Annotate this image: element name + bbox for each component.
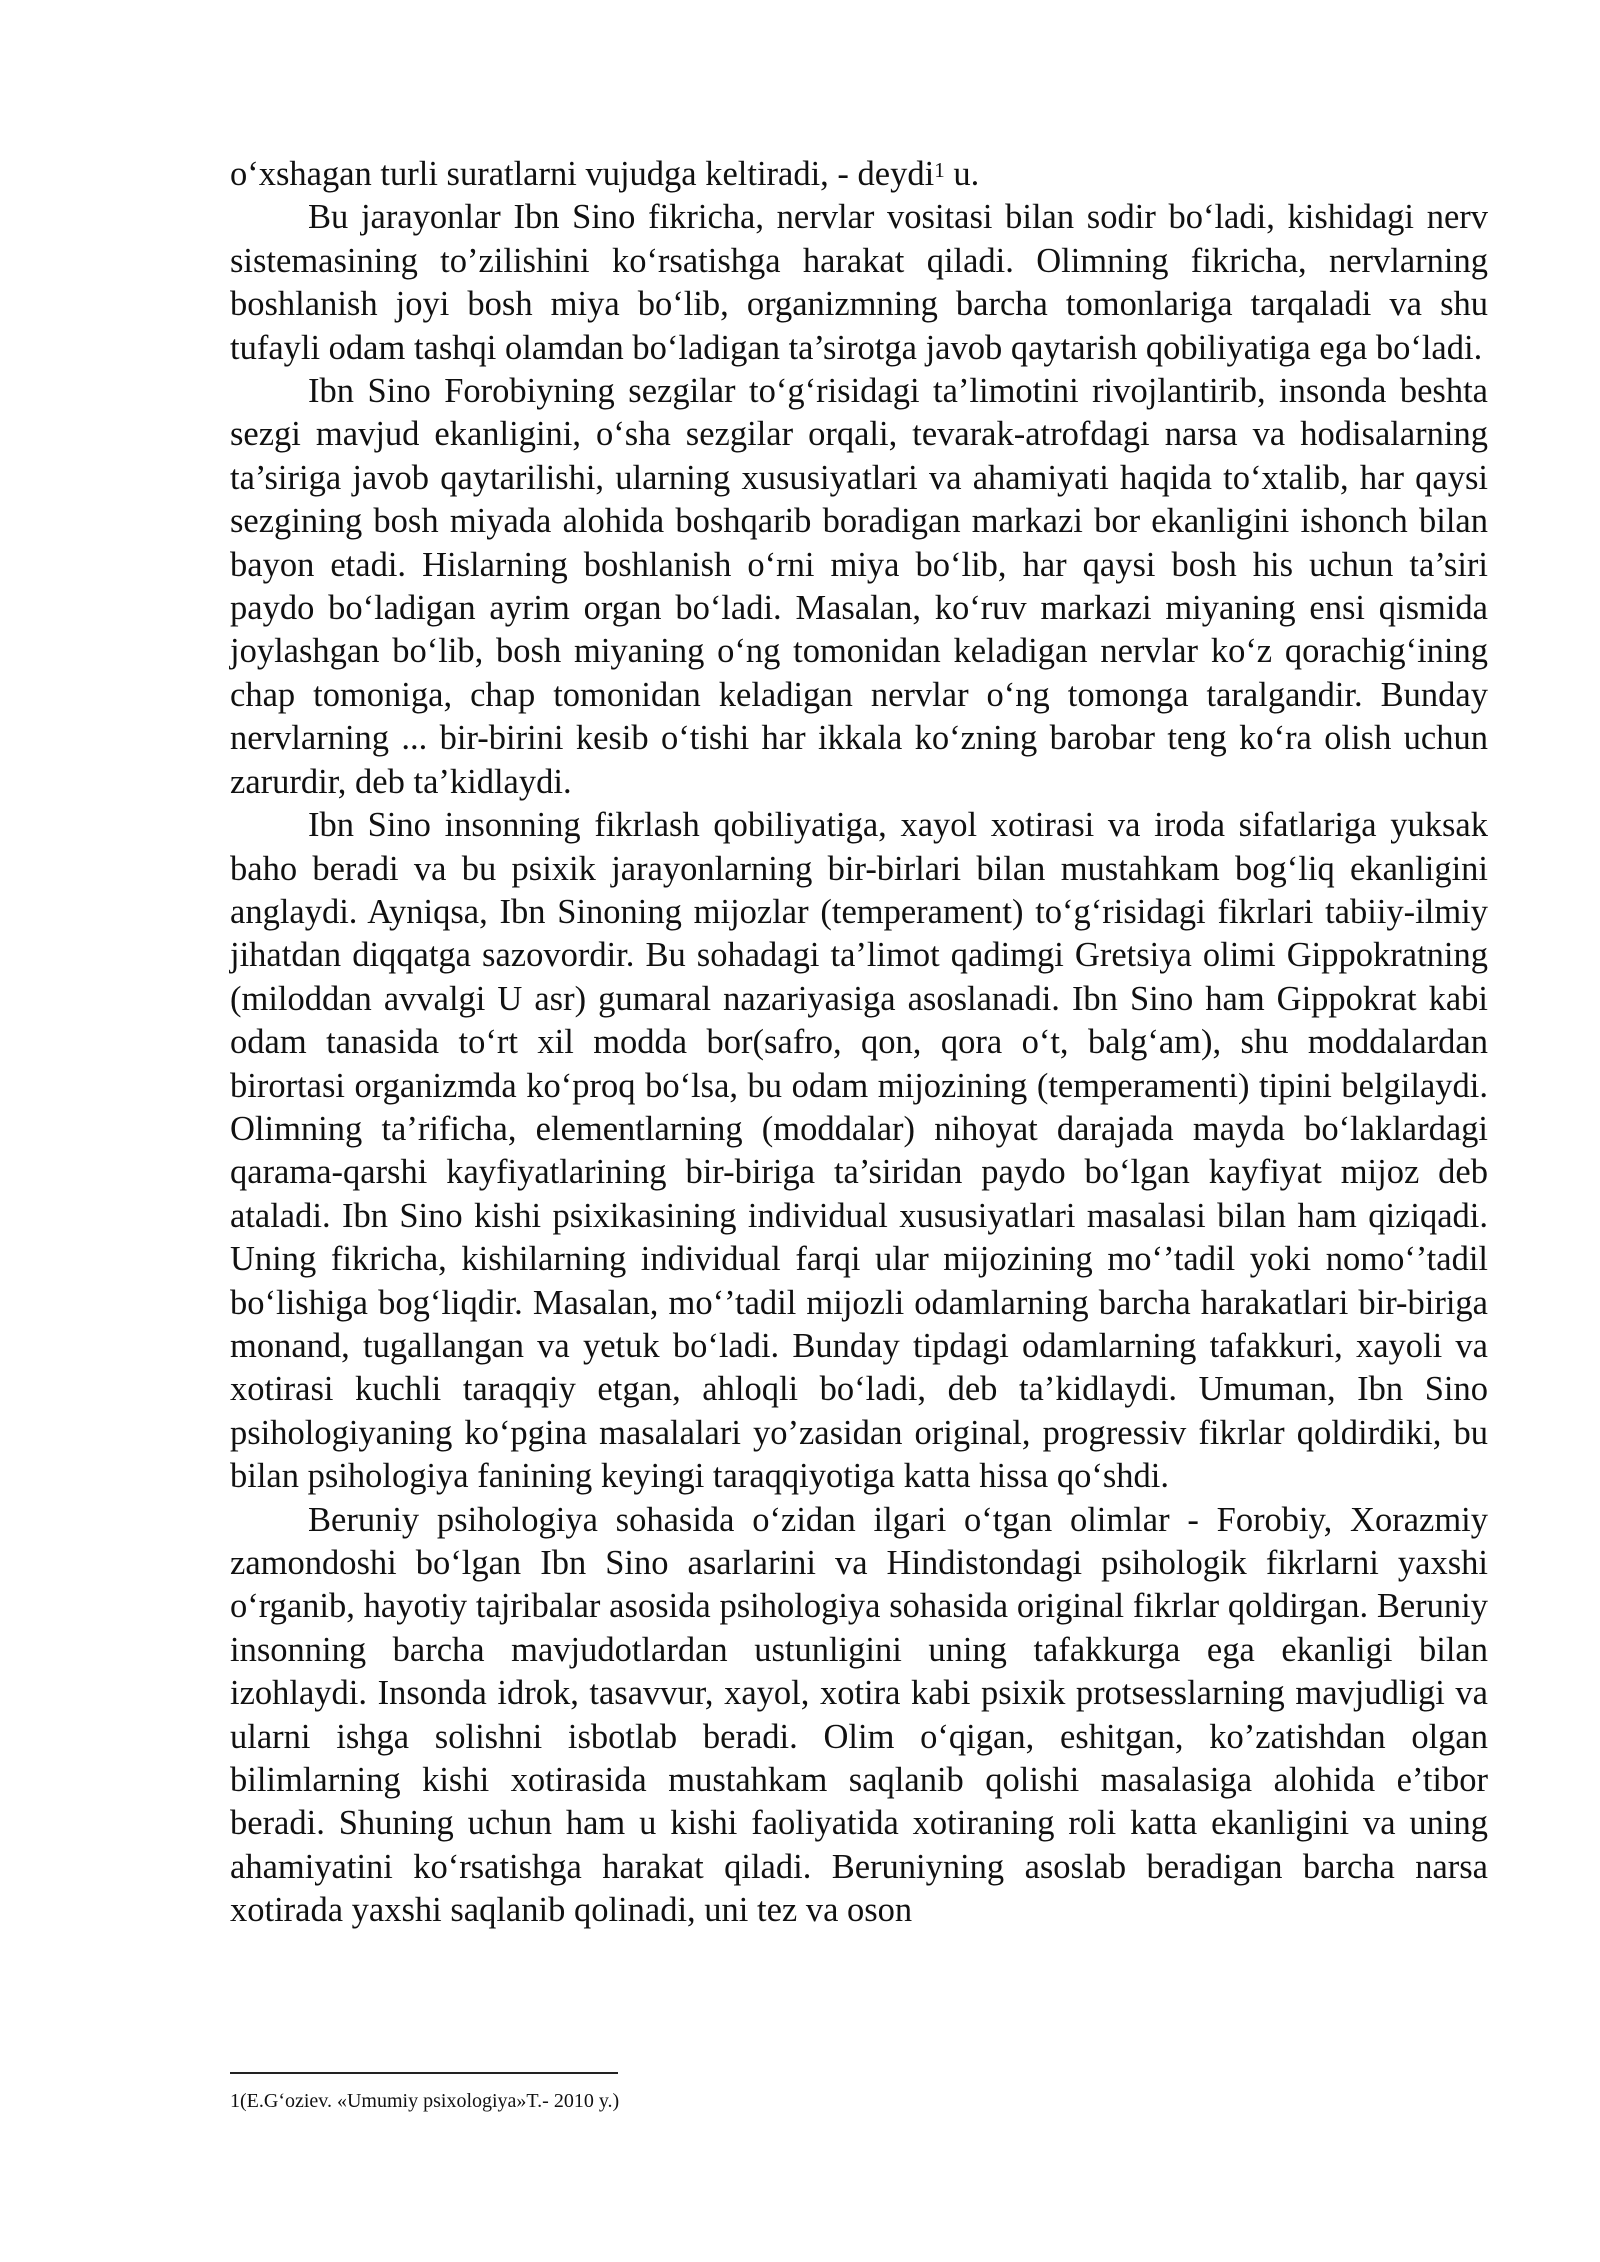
continuation-tail: u. [944,155,980,193]
footnote-reference[interactable]: 1 [934,158,945,182]
footnote-text: 1(E.G‘oziev. «Umumiy psixologiya»T.- 2010 y.) [230,2090,620,2112]
paragraph-beruniy: Beruniy psihologiya sohasida o‘zidan ilgari o‘tgan olimlar - Forobiy, Xorazmiy zamondoshi bo‘lgan Ibn Sino asarlarini va Hindistondagi psihologik fikrlarni yaxshi o‘rganib, hayotiy tajribalar asosida psihologiya sohasida original fikrlar qoldirgan. Beruniy insonning barcha mavjudotlardan ustunligini uning tafakkurga ega ekanligi bilan izohlaydi. Insonda idrok, tasavvur, xayol, xotira kabi psixik protsesslarning mavjudligi va ularni ishga solishni isbotlab beradi. Olim o‘qigan, eshitgan, ko’zatishdan olgan bilimlarning kishi xotirasida mustahkam saqlanib qolishi masalasiga alohida e’tibor beradi. Shuning uchun ham u kishi faoliyatida xotiraning roli katta ekanligini va uning ahamiyatini ko‘rsatishga harakat qiladi. Beruniyning asoslab beradigan barcha narsa xotirada yaxshi saqlanib qolinadi, uni tez va oson [230,1500,1488,1930]
continuation-text: o‘xshagan turli suratlarni vujudga keltiradi, - deydi [230,155,935,193]
continuation-line [230,153,1488,196]
paragraph-nerves: Bu jarayonlar Ibn Sino fikricha, nervlar vositasi bilan sodir bo‘ladi, kishidagi nerv sistemasining to’zilishini ko‘rsatishga harakat qiladi. Olimning fikricha, nervlarning boshlanish joyi bosh miya bo‘lib, organizmning barcha tomonlariga tarqaladi va shu tufayli odam tashqi olamdan bo‘ladigan ta’sirotga javob qaytarish qobiliyatiga ega bo‘ladi. [230,198,1488,367]
footnote-divider [230,2072,618,2074]
body-text [230,153,1488,1933]
paragraph-senses: Ibn Sino Forobiyning sezgilar to‘g‘risidagi ta’limotini rivojlantirib, insonda beshta sezgi mavjud ekanligini, o‘sha sezgilar orqali, tevarak-atrofdagi narsa va hodisalarning ta’siriga javob qaytarilishi, ularning xususiyatlari va ahamiyati haqida to‘xtalib, har qaysi sezgining bosh miyada alohida boshqarib boradigan markazi bor ekanligini ishonch bilan bayon etadi. Hislarning boshlanish o‘rni miya bo‘lib, har qaysi bosh his uchun ta’siri paydo bo‘ladigan ayrim organ bo‘ladi. Masalan, ko‘ruv markazi miyaning ensi qismida joylashgan bo‘lib, bosh miyaning o‘ng tomonidan keladigan nervlar ko‘z qorachig‘ining chap tomoniga, chap tomonidan keladigan nervlar o‘ng tomonga taralgandir. Bunday nervlarning ... bir-birini kesib o‘tishi har ikkala ko‘zning barobar teng ko‘ra olish uchun zarurdir, deb ta’kidlaydi. [230,372,1488,801]
paragraph-temperament: Ibn Sino insonning fikrlash qobiliyatiga, xayol xotirasi va iroda sifatlariga yuksak baho beradi va bu psixik jarayonlarning bir-birlari bilan mustahkam bog‘liq ekanligini anglaydi. Ayniqsa, Ibn Sinoning mijozlar (temperament) to‘g‘risidagi fikrlari tabiiy-ilmiy jihatdan diqqatga sazovordir. Bu sohadagi ta’limot qadimgi Gretsiya olimi Gippokratning (miloddan avvalgi U asr) gumaral nazariyasiga asoslanadi. Ibn Sino ham Gippokrat kabi odam tanasida to‘rt xil modda bor(safro, qon, qora o‘t, balg‘am), shu moddalardan birortasi organizmda ko‘proq bo‘lsa, bu odam mijozining (temperamenti) tipini belgilaydi. Olimning ta’rificha, elementlarning (moddalar) nihoyat darajada mayda bo‘laklardagi qarama-qarshi kayfiyatlarining bir-biriga ta’siridan paydo bo‘lgan kayfiyat mijoz deb ataladi. Ibn Sino kishi psixikasining individual xususiyatlari masalasi bilan ham qiziqadi. Uning fikricha, kishilarning individual farqi ular mijozining mo‘’tadil yoki nomo‘’tadil bo‘lishiga bog‘liqdir. Masalan, mo‘’tadil mijozli odamlarning barcha harakatlari bir-biriga monand, tugallangan va yetuk bo‘ladi. Bunday tipdagi odamlarning tafakkuri, xayoli va xotirasi kuchli taraqqiy etgan, ahloqli bo‘ladi, deb ta’kidlaydi. Umuman, Ibn Sino psihologiyaning ko‘pgina masalalari yo’zasidan original, progressiv fikrlar qoldirdiki, bu bilan psihologiya fanining keyingi taraqqiyotiga katta hissa qo‘shdi. [230,806,1488,1496]
